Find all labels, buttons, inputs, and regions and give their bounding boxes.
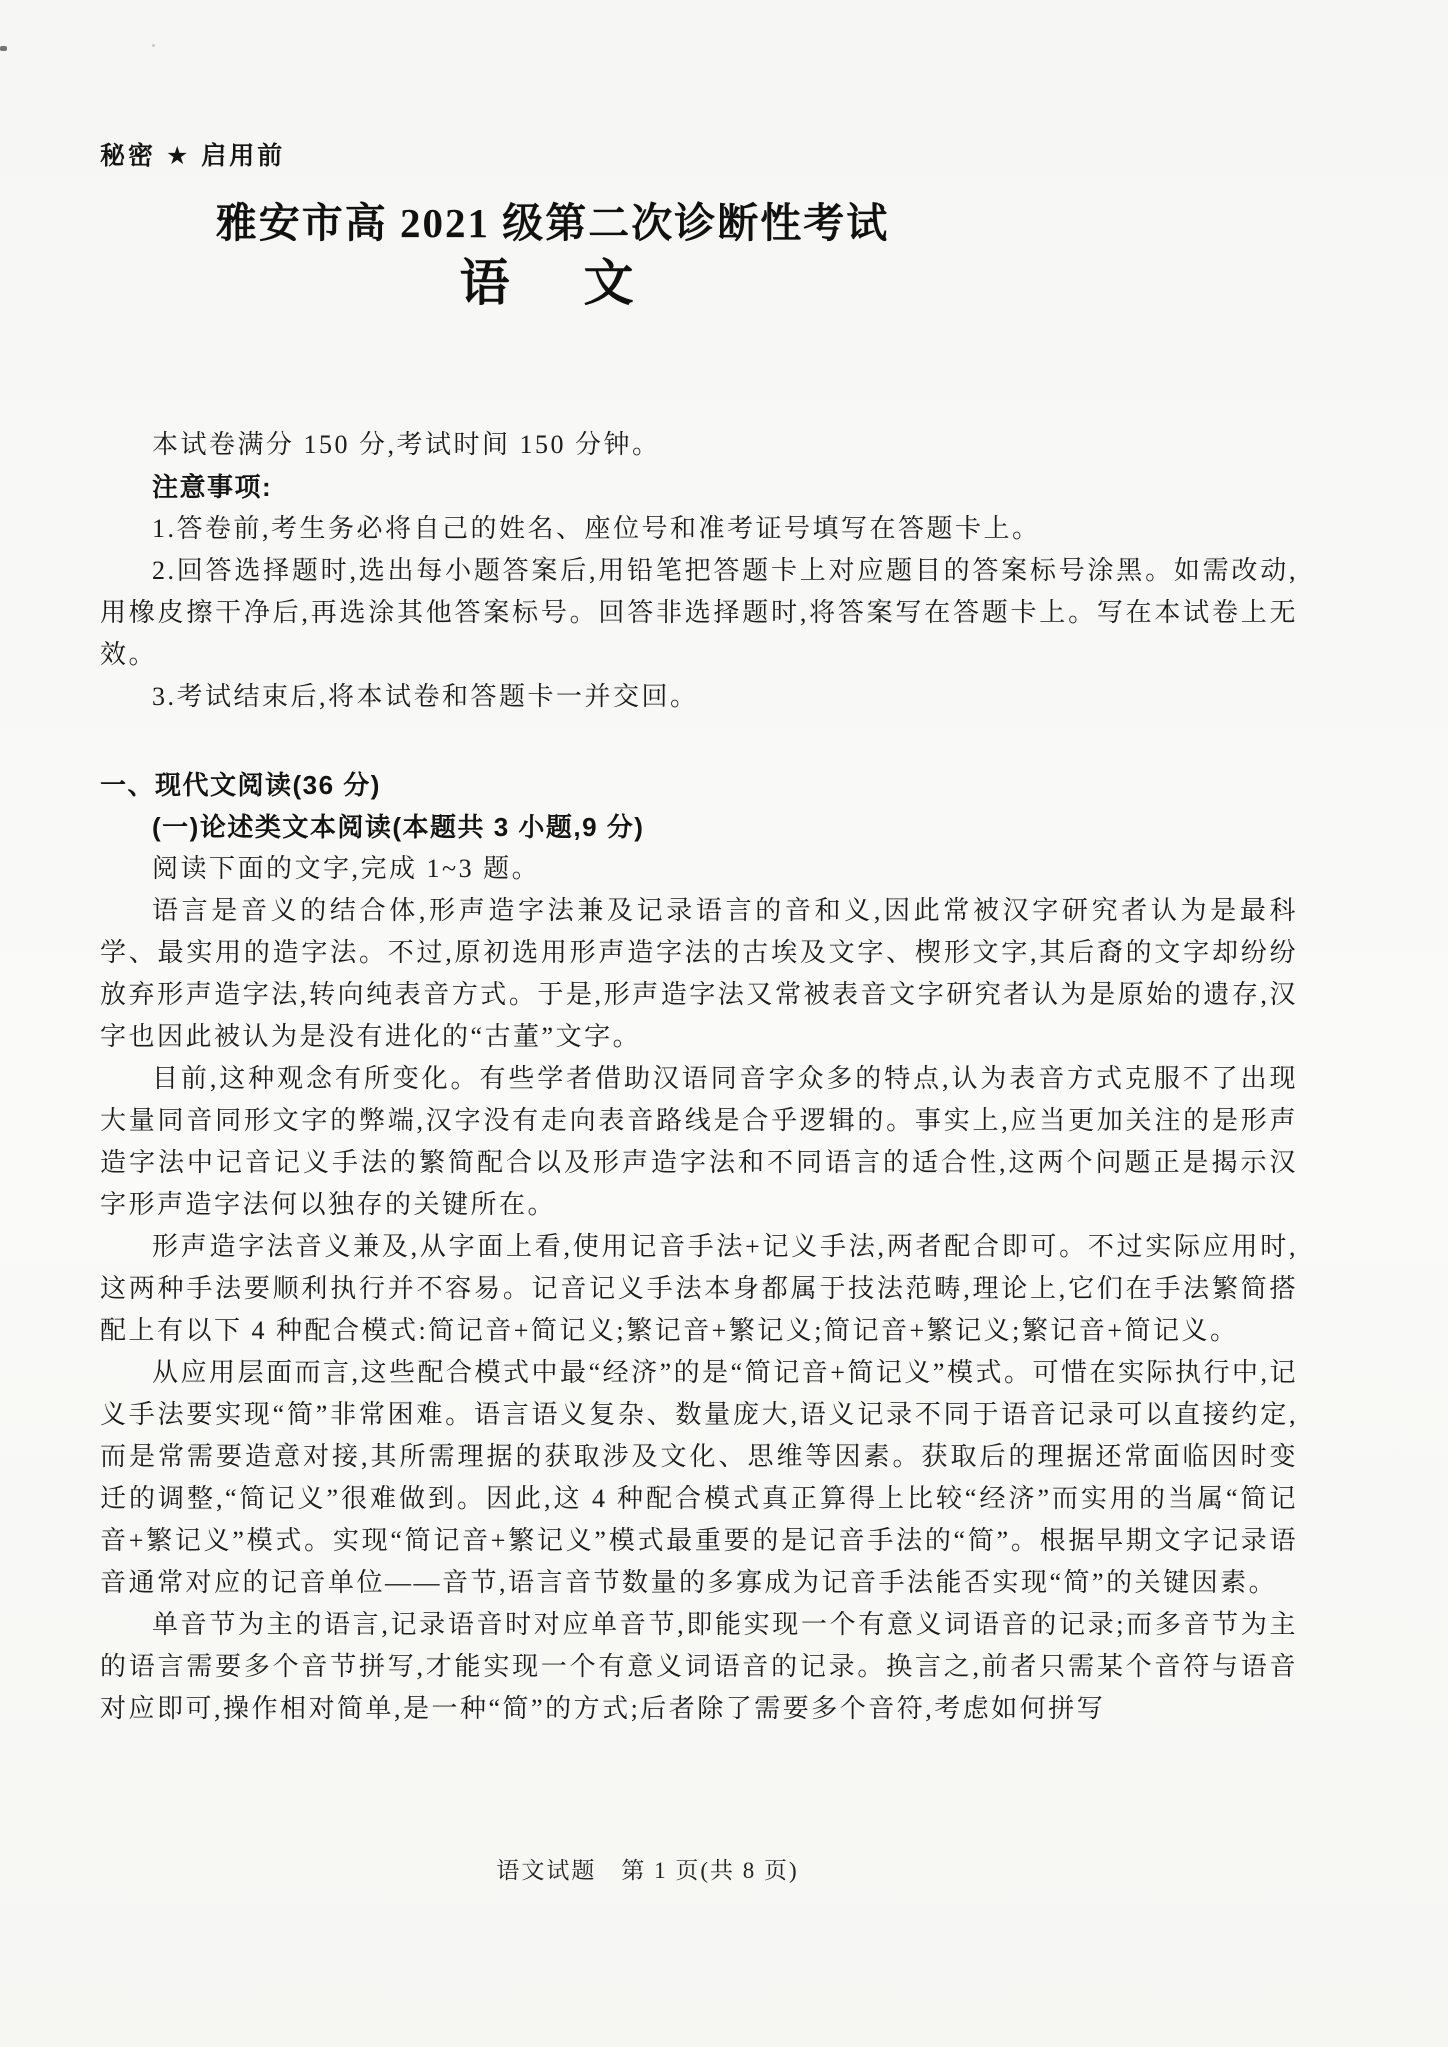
page-footer: 语文试题 第 1 页(共 8 页) bbox=[496, 1858, 799, 1883]
section-heading: 一、现代文阅读(36 分) bbox=[100, 770, 381, 800]
notice-item-3: 3.考试结束后,将本试卷和答题卡一并交回。 bbox=[152, 682, 699, 711]
notice-item-2: 2.回答选择题时,选出每小题答案后,用铅笔把答题卡上对应题目的答案标号涂黑。如需改动,用橡皮擦干净后,再选涂其他答案标号。回答非选择题时,将答案写在答题卡上。写在本试卷上无效。 bbox=[100, 556, 1298, 669]
scan-speck-mark bbox=[152, 44, 155, 47]
passage-paragraph-4: 从应用层面而言,这些配合模式中最“经济”的是“简记音+简记义”模式。可惜在实际执行中,记义手法要实现“简”非常困难。语言语义复杂、数量庞大,语义记录不同于语音记录可以直接约定,而是常需要造意对接,其所需理据的获取涉及文化、思维等因素。获取后的理据还常面临因时变迁的调整,“简记义”很难做到。因此,这 4 种配合模式真正算得上比较“经济”而实用的当属“简记音+繁记义”模式。实现“简记音+繁记义”模式最重要的是记音手法的“简”。根据早期文字记录语音通常对应的记音单位——音节,语言音节数量的多寡成为记音手法能否实现“简”的关键因素。 bbox=[100, 1358, 1298, 1597]
notice-item-1: 1.答卷前,考生务必将自己的姓名、座位号和准考证号填写在答题卡上。 bbox=[152, 514, 1041, 543]
passage-paragraph-3: 形声造字法音义兼及,从字面上看,使用记音手法+记义手法,两者配合即可。不过实际应用时,这两种手法要顺利执行并不容易。记音记义手法本身都属于技法范畴,理论上,它们在手法繁简搭配上有以下 4 种配合模式:简记音+简记义;繁记音+繁记义;简记音+繁记义;繁记音+简记义。 bbox=[100, 1232, 1298, 1345]
passage-paragraph-2: 目前,这种观念有所变化。有些学者借助汉语同音字众多的特点,认为表音方式克服不了出现大量同音同形文字的弊端,汉字没有走向表音路线是合乎逻辑的。事实上,应当更加关注的是形声造字法中记音记义手法的繁简配合以及形声造字法和不同语言的适合性,这两个问题正是揭示汉字形声造字法何以独存的关键所在。 bbox=[100, 1064, 1298, 1219]
reading-instruction: 阅读下面的文字,完成 1~3 题。 bbox=[152, 854, 541, 883]
passage-paragraph-5: 单音节为主的语言,记录语音时对应单音节,即能实现一个有意义词语音的记录;而多音节为主的语言需要多个音节拼写,才能实现一个有意义词语音的记录。换言之,前者只需某个音符与语音对应即可,操作相对简单,是一种“简”的方式;后者除了需要多个音符,考虑如何拼写 bbox=[100, 1610, 1298, 1723]
passage-paragraph-1: 语言是音义的结合体,形声造字法兼及记录语言的音和义,因此常被汉字研究者认为是最科学、最实用的造字法。不过,原初选用形声造字法的古埃及文字、楔形文字,其后裔的文字却纷纷放弃形声造字法,转向纯表音方式。于是,形声造字法又常被表音文字研究者认为是原始的遗存,汉字也因此被认为是没有进化的“古董”文字。 bbox=[100, 896, 1298, 1051]
document-body bbox=[100, 424, 1298, 1730]
exam-title: 雅安市高 2021 级第二次诊断性考试 bbox=[215, 200, 890, 246]
subject-title: 语 文 bbox=[459, 255, 646, 311]
exam-summary: 本试卷满分 150 分,考试时间 150 分钟。 bbox=[152, 430, 661, 459]
subsection-heading: (一)论述类文本阅读(本题共 3 小题,9 分) bbox=[152, 812, 645, 842]
scan-speck-mark bbox=[0, 46, 7, 51]
classification-label: 秘密 ★ 启用前 bbox=[100, 142, 286, 170]
notice-heading: 注意事项: bbox=[152, 472, 273, 502]
